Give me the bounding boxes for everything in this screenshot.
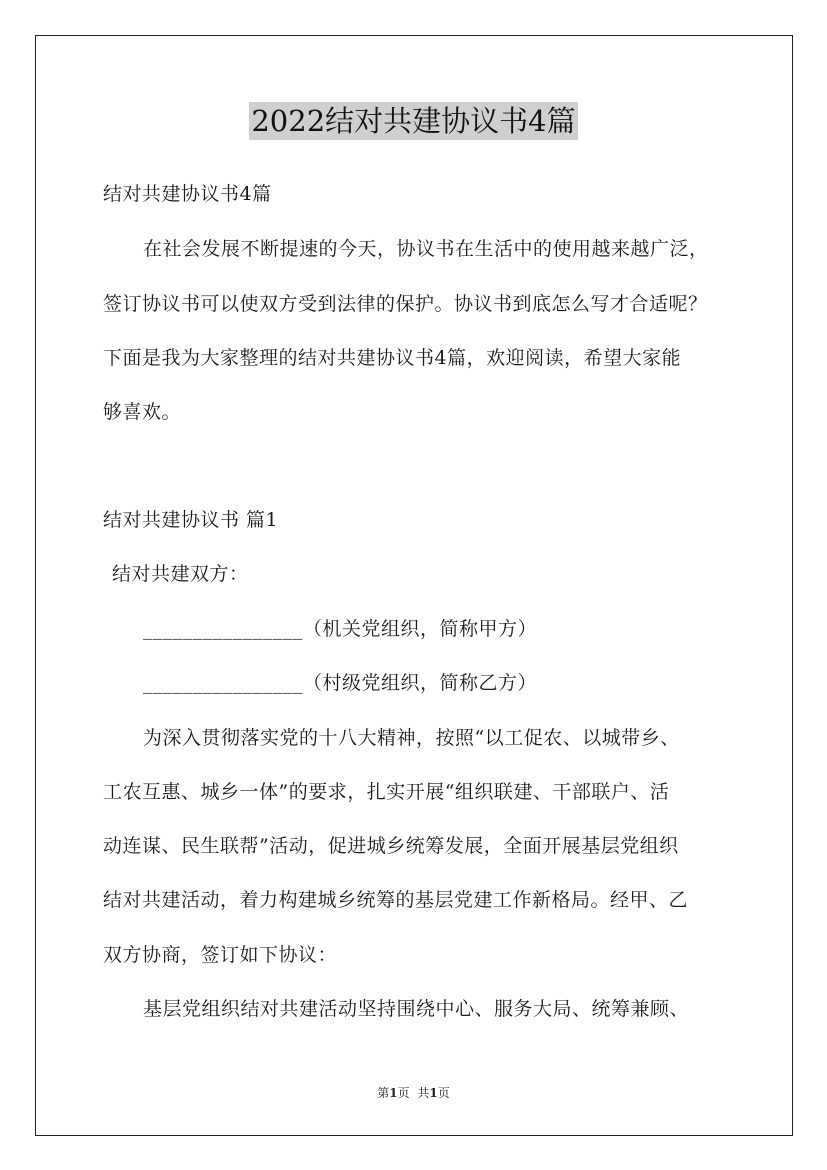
body-line-4: 结对共建活动，着力构建城乡统筹的基层党建工作新格局。经甲、乙 [103,889,689,911]
parties-label: 结对共建双方： [112,563,249,585]
body-line-3: 动连谋、民生联帮”活动，促进城乡统筹发展，全面开展基层党组织 [103,835,679,857]
document-subtitle: 结对共建协议书4篇 [103,183,272,205]
footer-page-number: 1 [389,1086,398,1100]
body-line-5: 双方协商，签订如下协议： [103,944,338,966]
document-title: 2022结对共建协议书4篇 [251,104,576,138]
intro-line-4: 够喜欢。 [103,401,182,423]
party-b-line: ________________（村级党组织，简称乙方） [143,672,538,694]
intro-line-3: 下面是我为大家整理的结对共建协议书4篇，欢迎阅读，希望大家能 [103,347,682,369]
body-line-2: 工农互惠、城乡一体”的要求，扎实开展“组织联建、干部联户、活 [103,781,670,803]
footer-total-suffix: 页 [437,1086,450,1100]
intro-line-2: 签订协议书可以使双方受到法律的保护。协议书到底怎么写才合适呢？ [103,293,708,315]
title-container [0,102,827,140]
footer-page-suffix: 页 [397,1086,410,1100]
page-footer [0,1085,827,1101]
footer-page-prefix: 第 [377,1086,390,1100]
body-line-6: 基层党组织结对共建活动坚持围绕中心、服务大局、统筹兼顾、 [143,998,690,1020]
intro-line-1: 在社会发展不断提速的今天，协议书在生活中的使用越来越广泛， [143,238,709,260]
footer-total-prefix: 共 [417,1086,430,1100]
footer-total-number: 1 [429,1086,438,1100]
body-line-1: 为深入贯彻落实党的十八大精神，按照“以工促农、以城带乡、 [143,727,680,749]
party-a-line: ________________（机关党组织，简称甲方） [143,618,538,640]
section-heading: 结对共建协议书 篇1 [103,509,279,531]
